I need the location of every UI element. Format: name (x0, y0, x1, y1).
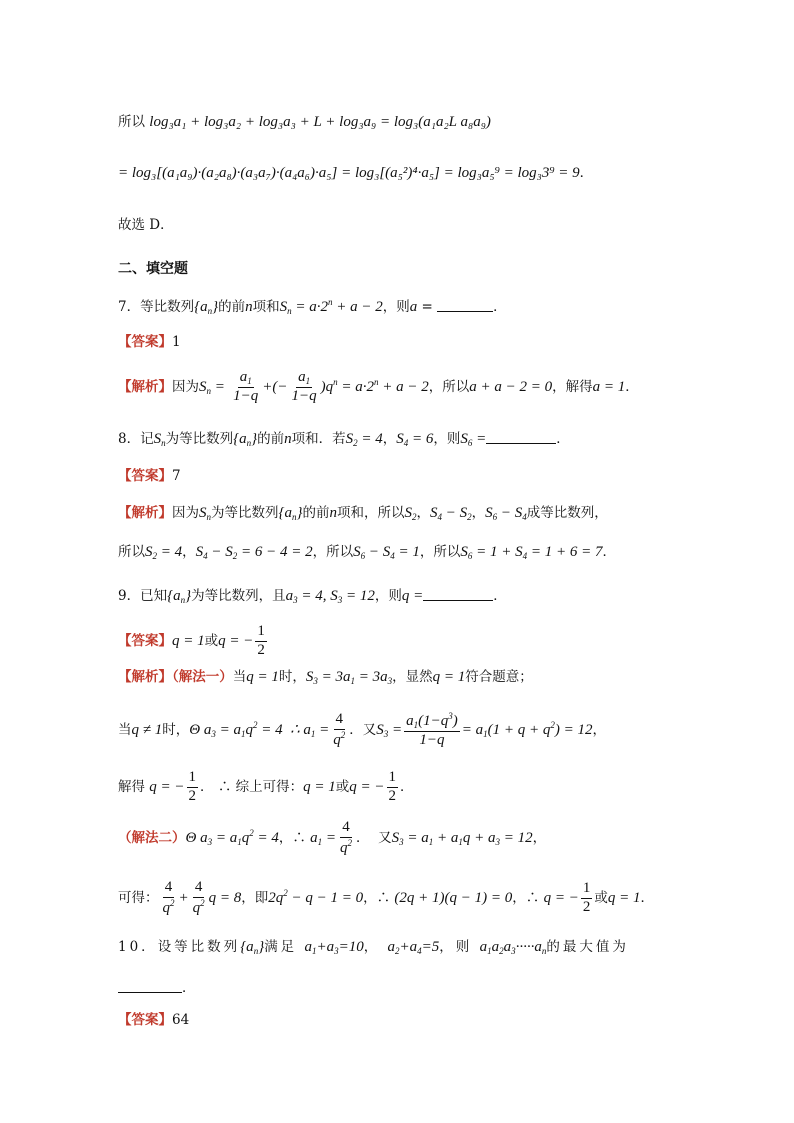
q8-line2-a: 所以 (118, 544, 145, 560)
q7-analysis-b: ，所以 (428, 379, 470, 396)
q9-method-1: 【解析】（解法一）当q = 1时，$S_3 = 3a_1 = 3a_3$，显然q = 1符合题意； (118, 669, 533, 686)
solution-line-2: = log₃[(a₁a₉)·(a₂a₈)·(a₃a₇)·(a₄a₆)·a₅] = log₃[(a₅²)⁴·a₅] = log₃a₅⁹ = log₃3⁹ = 9． (118, 165, 594, 181)
q9-answer-label: 【答案】 (118, 632, 172, 649)
q9-m1-b: 时， (278, 669, 306, 685)
q7-answer-blank (437, 299, 493, 312)
q9-answer-or: 或 (204, 632, 219, 649)
q8-analysis-d: 项和，所以 (337, 505, 405, 521)
q10-text-a: 设等比数列 (157, 939, 241, 955)
q10-text-e: 的最大值为 (546, 939, 629, 955)
q7-answer-value: 1 (172, 334, 181, 350)
q9-text-c: ，则 (374, 588, 402, 604)
q8-answer-value: 7 (172, 468, 181, 484)
q7-end: ． (493, 299, 507, 315)
q9-method1-label: （解法一） (172, 669, 233, 685)
question-8: 8．记$S_n$为等比数列$\{a_n\}$的前n项和．若$S_2 = 4$，$S_4 = 6$，则$S_6$ = ． (118, 431, 570, 448)
q7-text-c: 项和 (252, 299, 280, 315)
q7-analysis-a: 因为 (172, 379, 199, 396)
q9-method-1-line-2: 当q ≠ 1时，Θ $a_3 = a_1q^2 = 4$ ∴ $a_1$ = $\frac{4}{q^2}$ ．又$S_3$ = $\frac{a_1(1-q^3)}{1-q}$ = $a_1(1 + q + q^2) = 12$， (118, 711, 606, 749)
q10-answer (118, 1014, 189, 1028)
section-title-text: 二、填空题 (118, 261, 188, 277)
q8-end: ． (556, 431, 570, 447)
q8-number: 8． (118, 431, 141, 447)
q9-m1-line2-c: 又 (362, 722, 377, 739)
q10-text-d: ，则 (439, 939, 473, 955)
q10-blank-line (118, 980, 196, 996)
q9-method-2-line-2: 可得： $\frac{4}{q^2}$ + $\frac{4}{q^2}$ q = 8，即$2q^2 - q - 1 = 0$，∴ (2q + 1)(q − 1) = 0，∴ q = − $\frac{1}{2}$ 或q = 1． (118, 879, 654, 916)
q9-method2-label: （解法二） (118, 829, 186, 846)
q8-text-e: ，则 (433, 431, 461, 447)
q10-answer-label: 【答案】 (118, 1012, 172, 1028)
question-10: 10．设等比数列$\{a_n\}$满足 $a_1+a_3=10$， $a_2+a_4=5$，则 $a_1a_2a_3\cdot\cdot\cdot\cdot\cdot a_n$的最大值为 (118, 939, 629, 956)
q8-analysis-label: 【解析】 (118, 505, 172, 521)
q8-line2-b: ，所以 (312, 544, 354, 560)
q9-m1-line3-or: 或 (335, 778, 350, 795)
q9-text-b: 为等比数列，且 (191, 588, 286, 604)
q8-analysis-c: 的前 (302, 505, 330, 521)
q8-text-a: 记 (140, 431, 154, 447)
q10-text-b: 满足 (264, 939, 298, 955)
line1-prefix: 所以 (118, 114, 145, 130)
q8-analysis-b: 为等比数列 (211, 505, 279, 521)
q8-analysis-a: 因为 (172, 505, 199, 521)
q10-text-c: ， (363, 939, 381, 955)
q8-text-b: 为等比数列 (165, 431, 234, 447)
q7-text-d: ，则 (382, 299, 410, 315)
q10-end: ． (182, 980, 196, 996)
q8-answer (118, 470, 181, 484)
q7-analysis-c: ，解得 (552, 379, 593, 396)
q7-number: 7． (118, 299, 141, 315)
question-9: 9．已知$\{a_n\}$为等比数列，且$a_3 = 4$, $S_3 = 12$，则q = ． (118, 588, 507, 605)
q10-answer-blank (118, 980, 182, 993)
q9-method-1-line-3: 解得 q = − $\frac{1}{2}$ ． ∴ 综上可得：q = 1或q = − $\frac{1}{2}$ ． (118, 769, 414, 804)
solution-line-3 (118, 219, 174, 233)
q8-answer-label: 【答案】 (118, 468, 172, 484)
q9-m1-line3-b: 综上可得： (235, 778, 304, 795)
q9-m2-line2-b: ，即 (241, 889, 269, 906)
q9-m2-a: 又 (378, 829, 392, 846)
q8-line2-c: ，所以 (419, 544, 461, 560)
question-7: 7．等比数列$\{a_n\}$的前n项和$S_n = a\cdot 2^n + a - 2$，则a = ． (118, 297, 507, 316)
q9-analysis-label: 【解析】 (118, 669, 172, 685)
line2-expr: = log₃[(a₁a₉)·(a₂a₈)·(a₃a₇)·(a₄a₆)·a₅] = log₃[(a₅²)⁴·a₅] = log₃a₅⁹ = log₃3⁹ = 9 (118, 165, 580, 181)
q7-analysis: 【解析】因为$S_n$ = $\frac{a_1}{1-q}$ +(− $\frac{a_1}{1-q}$ )$q^n = a\cdot 2^n + a - 2$，所以a + a − 2 = 0，解得a = 1． (118, 369, 639, 405)
q9-m2-line2-a: 可得： (118, 889, 159, 906)
q9-m1-line3-a: 解得 (118, 778, 145, 795)
q9-m1-a: 当 (232, 669, 247, 685)
q8-answer-blank (486, 431, 556, 444)
q10-answer-value: 64 (172, 1012, 190, 1028)
q7-answer (118, 336, 181, 350)
choose-d: 故选 D． (118, 217, 174, 233)
line1-expr: log₃a₁ + log₃a₂ + log₃a₃ + L + log₃a₉ = log₃(a₁a₂L a₈a₉) (149, 114, 491, 130)
q8-analysis-e: 成等比数列， (526, 505, 608, 521)
q9-answer-blank (423, 588, 493, 601)
q9-answer: 【答案】q = 1或q = − $\frac{1}{2}$ (118, 623, 265, 658)
q8-analysis-1: 【解析】因为$S_n$为等比数列$\{a_n\}$的前n项和，所以$S_2$，$S_4 - S_2$，$S_6 - S_4$成等比数列， (118, 505, 608, 522)
q7-analysis-end: ． (625, 379, 639, 396)
q10-number: 10． (118, 939, 158, 955)
q8-line2-end: ． (602, 544, 616, 560)
q7-text-b: 的前 (218, 299, 246, 315)
q9-m2-line2-or: 或 (594, 889, 608, 906)
q8-text-d: 项和．若 (291, 431, 346, 447)
q8-text-c: 的前 (257, 431, 285, 447)
q9-m1-line2-b: 时， (162, 722, 190, 739)
q9-m1-c: ，显然 (392, 669, 433, 685)
section-title (118, 262, 188, 276)
q7-analysis-label: 【解析】 (118, 379, 172, 396)
solution-line-1 (118, 115, 491, 130)
q9-number: 9． (118, 588, 141, 604)
q9-method-2: （解法二）Θ $a_3 = a_1q^2 = 4$，∴ $a_1$ = $\frac{4}{q^2}$ ． 又$S_3 = a_1 + a_1q + a_3 = 12$， (118, 819, 547, 856)
q9-text-a: 已知 (140, 588, 168, 604)
q9-end: ． (493, 588, 507, 604)
q9-m1-line2-a: 当 (118, 722, 132, 739)
q8-analysis-2: 所以$S_2 = 4$，$S_4 - S_2 = 6 - 4 = 2$，所以$S_6 - S_4 = 1$，所以$S_6 = 1 + S_4 = 1 + 6 = 7$． (118, 544, 616, 561)
q9-m1-d: 符合题意； (465, 669, 533, 685)
q7-answer-label: 【答案】 (118, 334, 172, 350)
q7-text-a: 等比数列 (140, 299, 195, 315)
